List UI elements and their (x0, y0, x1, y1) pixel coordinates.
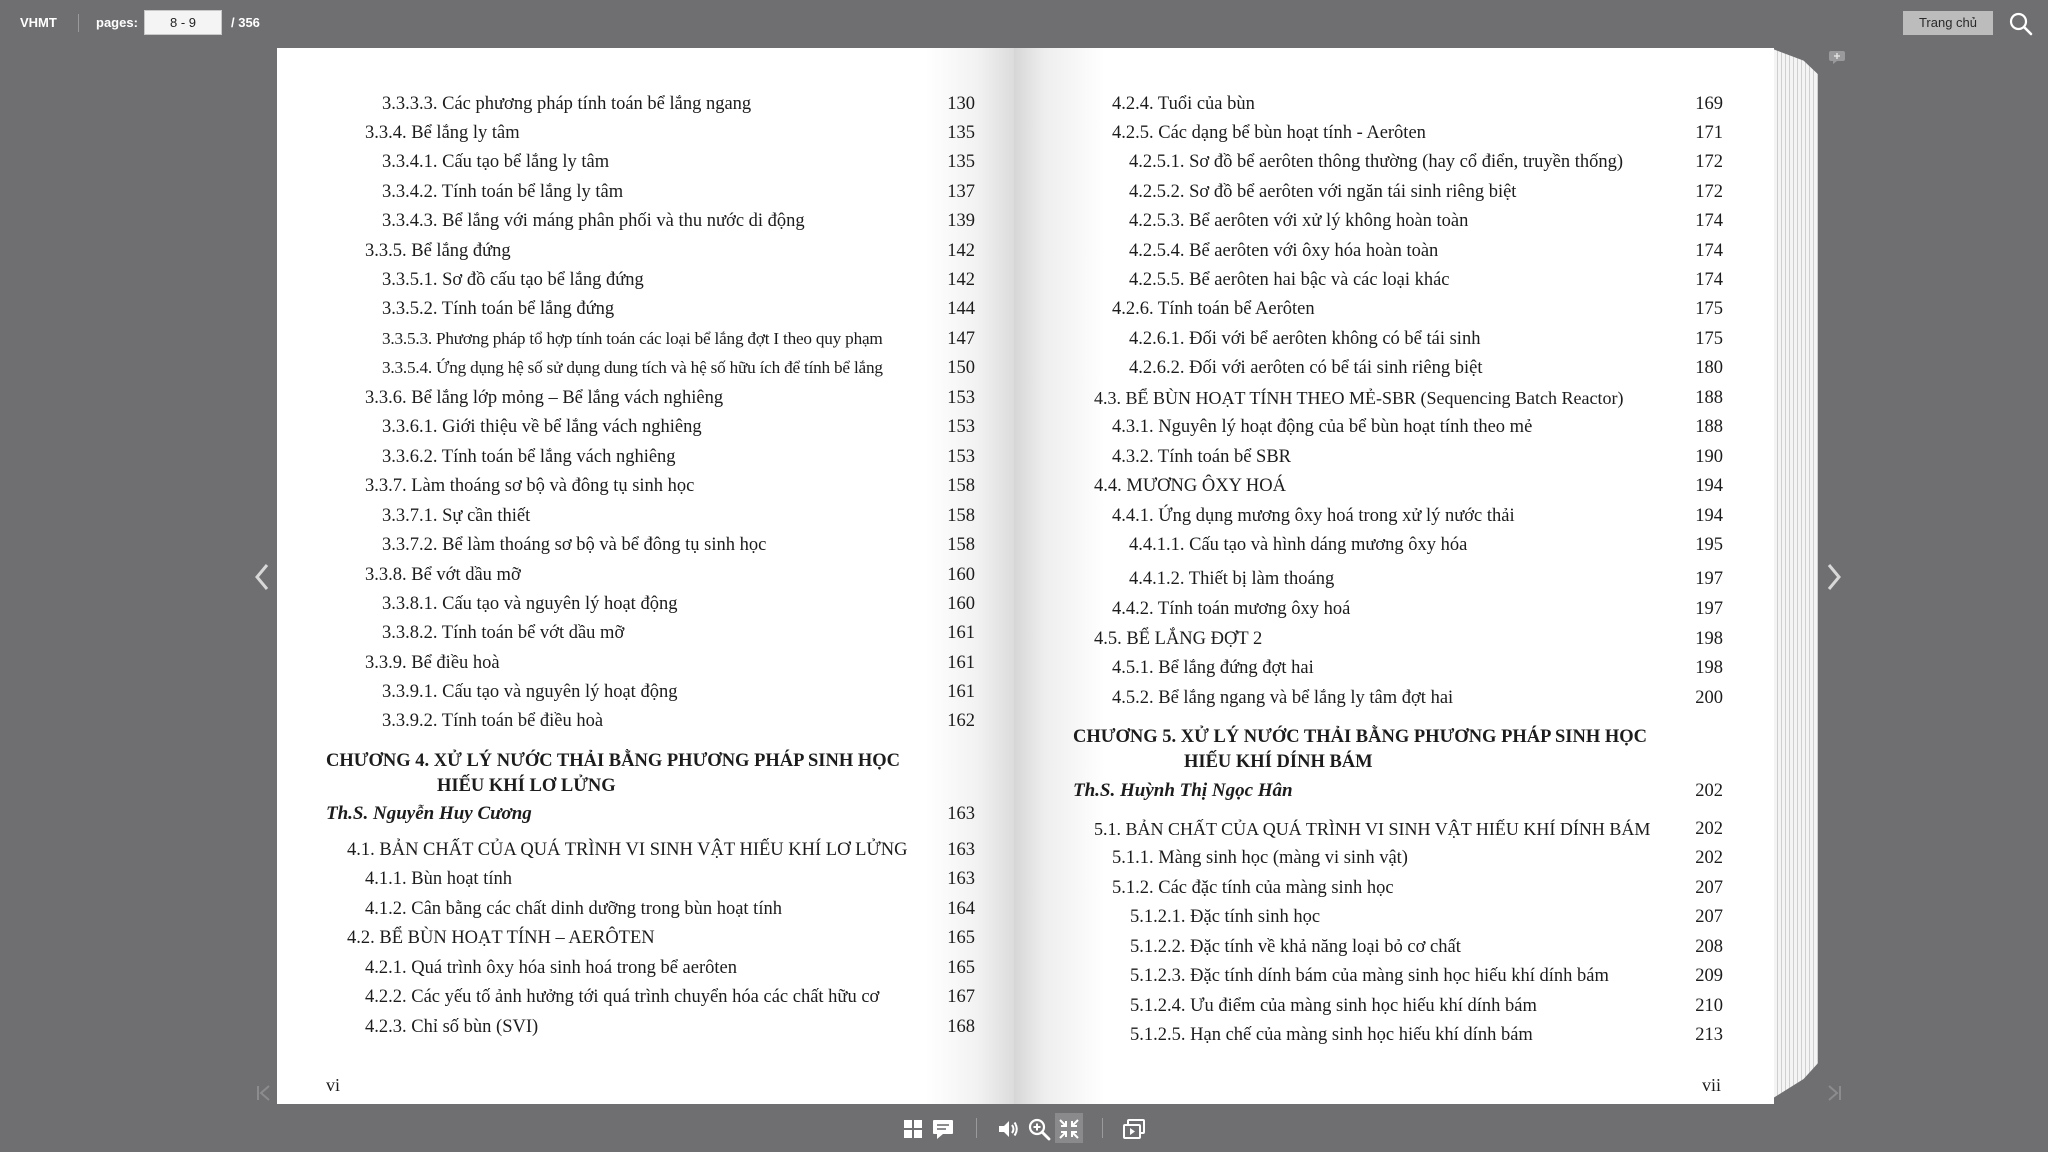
toc-entry-page: 158 (947, 535, 975, 555)
toc-entry-page: 195 (1695, 535, 1723, 555)
toc-entry-page: 147 (947, 329, 975, 349)
thumbnails-icon[interactable] (901, 1117, 925, 1141)
bookmark-icon[interactable] (1828, 50, 1846, 65)
right-page (1014, 48, 1774, 1104)
toc-entry-title: 4.2.5.1. Sơ đồ bể aerôten thông thường (hay cổ điển, truyền thống) (1129, 152, 1624, 172)
bottom-toolbar (0, 1110, 2048, 1152)
search-icon[interactable] (2008, 11, 2034, 37)
toc-entry-title: 4.4.1. Ứng dụng mương ôxy hoá trong xử lý nước thải (1112, 506, 1515, 526)
toc-entry-page: 210 (1695, 996, 1723, 1016)
toc-entry-page: 163 (947, 840, 975, 860)
toc-entry-page: 171 (1695, 123, 1723, 143)
toc-entry-page: 197 (1695, 569, 1723, 589)
toc-entry-page: 161 (947, 682, 975, 702)
page-number-input[interactable]: 8 - 9 (144, 10, 222, 35)
toc-entry-page: 175 (1695, 329, 1723, 349)
chapter-author-page: 202 (1695, 781, 1723, 801)
toc-entry-title: 4.2.6.1. Đối với bể aerôten không có bể tái sinh (1129, 329, 1481, 349)
comments-icon[interactable] (931, 1117, 955, 1141)
left-page (277, 48, 1014, 1104)
toc-entry-title: 3.3.5.4. Ứng dụng hệ số sử dụng dung tích và hệ số hữu ích để tính bể lắng (382, 358, 883, 377)
toc-entry-title: 4.2.2. Các yếu tố ảnh hưởng tới quá trình chuyển hóa các chất hữu cơ (365, 987, 880, 1007)
toc-entry-title: 3.3.5.1. Sơ đồ cấu tạo bể lắng đứng (382, 270, 644, 290)
toc-entry-title: 3.3.7.2. Bể làm thoáng sơ bộ và bể đông tụ sinh học (382, 535, 767, 555)
toc-entry-page: 208 (1695, 937, 1723, 957)
toc-entry-title: 3.3.9. Bể điều hoà (365, 653, 500, 673)
toc-entry-title: 5.1.2.1. Đặc tính sinh học (1130, 907, 1321, 927)
toc-entry-title: 3.3.8. Bể vớt dầu mỡ (365, 565, 521, 585)
toc-entry-page: 150 (947, 358, 975, 378)
toc-entry-title: 3.3.8.1. Cấu tạo và nguyên lý hoạt động (382, 594, 678, 614)
toc-entry-page: 169 (1695, 94, 1723, 114)
toc-entry-title: 4.1.1. Bùn hoạt tính (365, 869, 512, 889)
next-page-icon[interactable] (1822, 560, 1846, 594)
toc-entry-title: 5.1.2.3. Đặc tính dính bám của màng sinh học hiếu khí dính bám (1130, 966, 1609, 986)
toc-entry-page: 165 (947, 928, 975, 948)
toc-entry-page: 200 (1695, 688, 1723, 708)
brand-label[interactable]: VHMT (20, 15, 57, 30)
toc-entry-title: 4.3.1. Nguyên lý hoạt động của bể bùn hoạt tính theo mẻ (1112, 417, 1533, 437)
fit-screen-icon[interactable] (1057, 1117, 1081, 1141)
toc-entry-title: 4.2.5.5. Bể aerôten hai bậc và các loại khác (1129, 270, 1450, 290)
toc-entry-title: 3.3.7. Làm thoáng sơ bộ và đông tụ sinh học (365, 476, 695, 496)
toc-entry-page: 194 (1695, 506, 1723, 526)
toc-entry-page: 164 (947, 899, 975, 919)
toc-entry-title: 4.4. MƯƠNG ÔXY HOÁ (1094, 476, 1286, 496)
previous-page-icon[interactable] (250, 560, 274, 594)
toc-entry-page: 142 (947, 241, 975, 261)
toc-entry-page: 135 (947, 152, 975, 172)
pages-label: pages: (96, 15, 138, 30)
toc-entry-title: 3.3.8.2. Tính toán bể vớt dầu mỡ (382, 623, 625, 643)
toc-entry-title: 4.4.1.1. Cấu tạo và hình dáng mương ôxy hóa (1129, 535, 1468, 555)
toc-entry-title: 5.1.2. Các đặc tính của màng sinh học (1112, 878, 1394, 898)
toc-entry-title: 5.1.2.4. Ưu điểm của màng sinh học hiếu khí dính bám (1130, 996, 1537, 1016)
page-folio: vi (326, 1075, 341, 1095)
toc-entry-page: 153 (947, 388, 975, 408)
toc-entry-page: 198 (1695, 629, 1723, 649)
toc-entry-page: 139 (947, 211, 975, 231)
toc-entry-title: 4.2.6. Tính toán bể Aerôten (1112, 299, 1315, 319)
toc-entry-page: 161 (947, 623, 975, 643)
chapter-heading[interactable]: CHƯƠNG 5. XỬ LÝ NƯỚC THẢI BẰNG PHƯƠNG PHÁP SINH HỌC (1073, 727, 1648, 747)
toc-entry-page: 165 (947, 958, 975, 978)
toc-entry-page: 174 (1695, 270, 1723, 290)
toc-entry-title: 4.2.4. Tuổi của bùn (1112, 94, 1255, 114)
toc-entry-title: 4.5.2. Bể lắng ngang và bể lắng ly tâm đợt hai (1112, 688, 1454, 708)
toc-entry-page: 168 (947, 1017, 975, 1037)
toc-entry-title: 3.3.6.2. Tính toán bể lắng vách nghiêng (382, 447, 676, 467)
toc-entry-page: 188 (1695, 388, 1723, 408)
toc-entry-page: 160 (947, 594, 975, 614)
toc-entry-page: 160 (947, 565, 975, 585)
toolbar-divider (1102, 1118, 1103, 1138)
toc-entry-page: 197 (1695, 599, 1723, 619)
toc-entry-page: 167 (947, 987, 975, 1007)
toc-entry-title: 4.2.5.4. Bể aerôten với ôxy hóa hoàn toàn (1129, 241, 1439, 261)
toc-entry-title: 4.1. BẢN CHẤT CỦA QUÁ TRÌNH VI SINH VẬT HIẾU KHÍ LƠ LỬNG (347, 840, 908, 860)
chapter-heading-line2: HIẾU KHÍ LƠ LỬNG (437, 776, 616, 796)
toc-entry-page: 153 (947, 417, 975, 437)
toc-entry-page: 172 (1695, 152, 1723, 172)
chapter-heading-line2: HIẾU KHÍ DÍNH BÁM (1184, 752, 1373, 772)
toc-entry-title: 4.2. BỂ BÙN HOẠT TÍNH – AERÔTEN (347, 928, 655, 948)
toc-entry-page: 174 (1695, 211, 1723, 231)
toc-entry-title: 4.4.1.2. Thiết bị làm thoáng (1129, 569, 1335, 589)
toc-entry-page: 202 (1695, 819, 1723, 839)
toc-entry-title: 4.2.5.3. Bể aerôten với xử lý không hoàn toàn (1129, 211, 1469, 231)
toc-entry-page: 153 (947, 447, 975, 467)
toolbar-divider (78, 14, 79, 32)
chapter-author-page: 163 (947, 804, 975, 824)
toc-entry-page: 207 (1695, 878, 1723, 898)
toc-entry-title: 5.1.2.5. Hạn chế của màng sinh học hiếu khí dính bám (1130, 1025, 1533, 1045)
toc-entry-title: 4.5.1. Bể lắng đứng đợt hai (1112, 658, 1314, 678)
page-stack-edge (1770, 48, 1818, 1100)
toc-entry-title: 3.3.4.3. Bể lắng với máng phân phối và thu nước di động (382, 211, 805, 231)
toc-entry-page: 180 (1695, 358, 1723, 378)
toc-entry-title: 3.3.5.2. Tính toán bể lắng đứng (382, 299, 615, 319)
toc-entry-title: 4.5. BỂ LẮNG ĐỢT 2 (1094, 629, 1263, 649)
toc-entry-page: 194 (1695, 476, 1723, 496)
toc-entry-title: 4.2.5.2. Sơ đồ bể aerôten với ngăn tái sinh riêng biệt (1129, 182, 1517, 202)
slideshow-icon[interactable] (1122, 1117, 1146, 1141)
toc-entry-page: 135 (947, 123, 975, 143)
page-folio: vii (1702, 1075, 1722, 1095)
toc-entry-page: 161 (947, 653, 975, 673)
toc-entry-title: 3.3.3.3. Các phương pháp tính toán bể lắng ngang (382, 94, 752, 114)
toc-entry-page: 213 (1695, 1025, 1723, 1045)
toc-entry-title: 4.3. BỂ BÙN HOẠT TÍNH THEO MẺ-SBR (Sequencing Batch Reactor) (1094, 388, 1624, 408)
toc-entry-title: 4.2.6.2. Đối với aerôten có bể tái sinh riêng biệt (1129, 358, 1483, 378)
toc-entry-page: 130 (947, 94, 975, 114)
toc-entry-title: 5.1. BẢN CHẤT CỦA QUÁ TRÌNH VI SINH VẬT HIẾU KHÍ DÍNH BÁM (1094, 819, 1651, 839)
toc-entry-page: 137 (947, 182, 975, 202)
toc-entry-title: 4.3.2. Tính toán bể SBR (1112, 447, 1292, 467)
zoom-in-icon[interactable] (1027, 1117, 1051, 1141)
sound-icon[interactable] (996, 1117, 1020, 1141)
toc-entry-page: 163 (947, 869, 975, 889)
chapter-author: Th.S. Nguyễn Huy Cương (326, 803, 532, 824)
toc-entry-title: 3.3.9.2. Tính toán bể điều hoà (382, 711, 604, 731)
last-page-icon[interactable] (1824, 1083, 1844, 1103)
toc-entry-page: 144 (947, 299, 975, 319)
toc-entry-page: 202 (1695, 848, 1723, 868)
toc-entry-title: 3.3.7.1. Sự cần thiết (382, 506, 531, 526)
toc-entry-page: 158 (947, 506, 975, 526)
toc-entry-title: 3.3.5.3. Phương pháp tổ hợp tính toán các loại bể lắng đợt I theo quy phạm (382, 329, 883, 348)
toc-entry-page: 174 (1695, 241, 1723, 261)
toc-entry-title: 4.2.1. Quá trình ôxy hóa sinh hoá trong bể aerôten (365, 958, 737, 978)
toc-entry-title: 3.3.4.2. Tính toán bể lắng ly tâm (382, 182, 624, 202)
toc-entry-title: 4.4.2. Tính toán mương ôxy hoá (1112, 599, 1351, 619)
toc-entry-page: 158 (947, 476, 975, 496)
toc-entry-title: 5.1.1. Màng sinh học (màng vi sinh vật) (1112, 848, 1408, 868)
toc-entry-title: 3.3.6.1. Giới thiệu về bể lắng vách nghiêng (382, 417, 702, 437)
toc-entry-title: 3.3.6. Bể lắng lớp mỏng – Bể lắng vách nghiêng (365, 388, 724, 408)
chapter-heading[interactable]: CHƯƠNG 4. XỬ LÝ NƯỚC THẢI BẰNG PHƯƠNG PHÁP SINH HỌC (326, 751, 901, 771)
toc-entry-title: 4.1.2. Cân bằng các chất dinh dưỡng trong bùn hoạt tính (365, 899, 782, 919)
chapter-author: Th.S. Huỳnh Thị Ngọc Hân (1073, 780, 1293, 801)
toc-entry-page: 175 (1695, 299, 1723, 319)
toc-entry-title: 3.3.5. Bể lắng đứng (365, 241, 511, 261)
toc-entry-page: 209 (1695, 966, 1723, 986)
top-toolbar (0, 0, 2048, 46)
toc-entry-page: 188 (1695, 417, 1723, 437)
toc-entry-page: 190 (1695, 447, 1723, 467)
toc-entry-title: 4.2.5. Các dạng bể bùn hoạt tính - Aerôten (1112, 123, 1426, 143)
first-page-icon[interactable] (254, 1083, 274, 1103)
pages-total: / 356 (231, 15, 260, 30)
toc-entry-title: 3.3.9.1. Cấu tạo và nguyên lý hoạt động (382, 682, 678, 702)
toc-entry-page: 207 (1695, 907, 1723, 927)
toc-entry-title: 3.3.4. Bể lắng ly tâm (365, 123, 520, 143)
toc-entry-page: 172 (1695, 182, 1723, 202)
toc-entry-title: 5.1.2.2. Đặc tính về khả năng loại bỏ cơ chất (1130, 937, 1461, 957)
toc-entry-page: 198 (1695, 658, 1723, 678)
toc-entry-title: 4.2.3. Chỉ số bùn (SVI) (365, 1017, 539, 1037)
toc-entry-title: 3.3.4.1. Cấu tạo bể lắng ly tâm (382, 152, 610, 172)
home-button[interactable]: Trang chủ (1903, 11, 1993, 35)
toc-entry-page: 142 (947, 270, 975, 290)
toc-entry-page: 162 (947, 711, 975, 731)
toolbar-divider (976, 1118, 977, 1138)
